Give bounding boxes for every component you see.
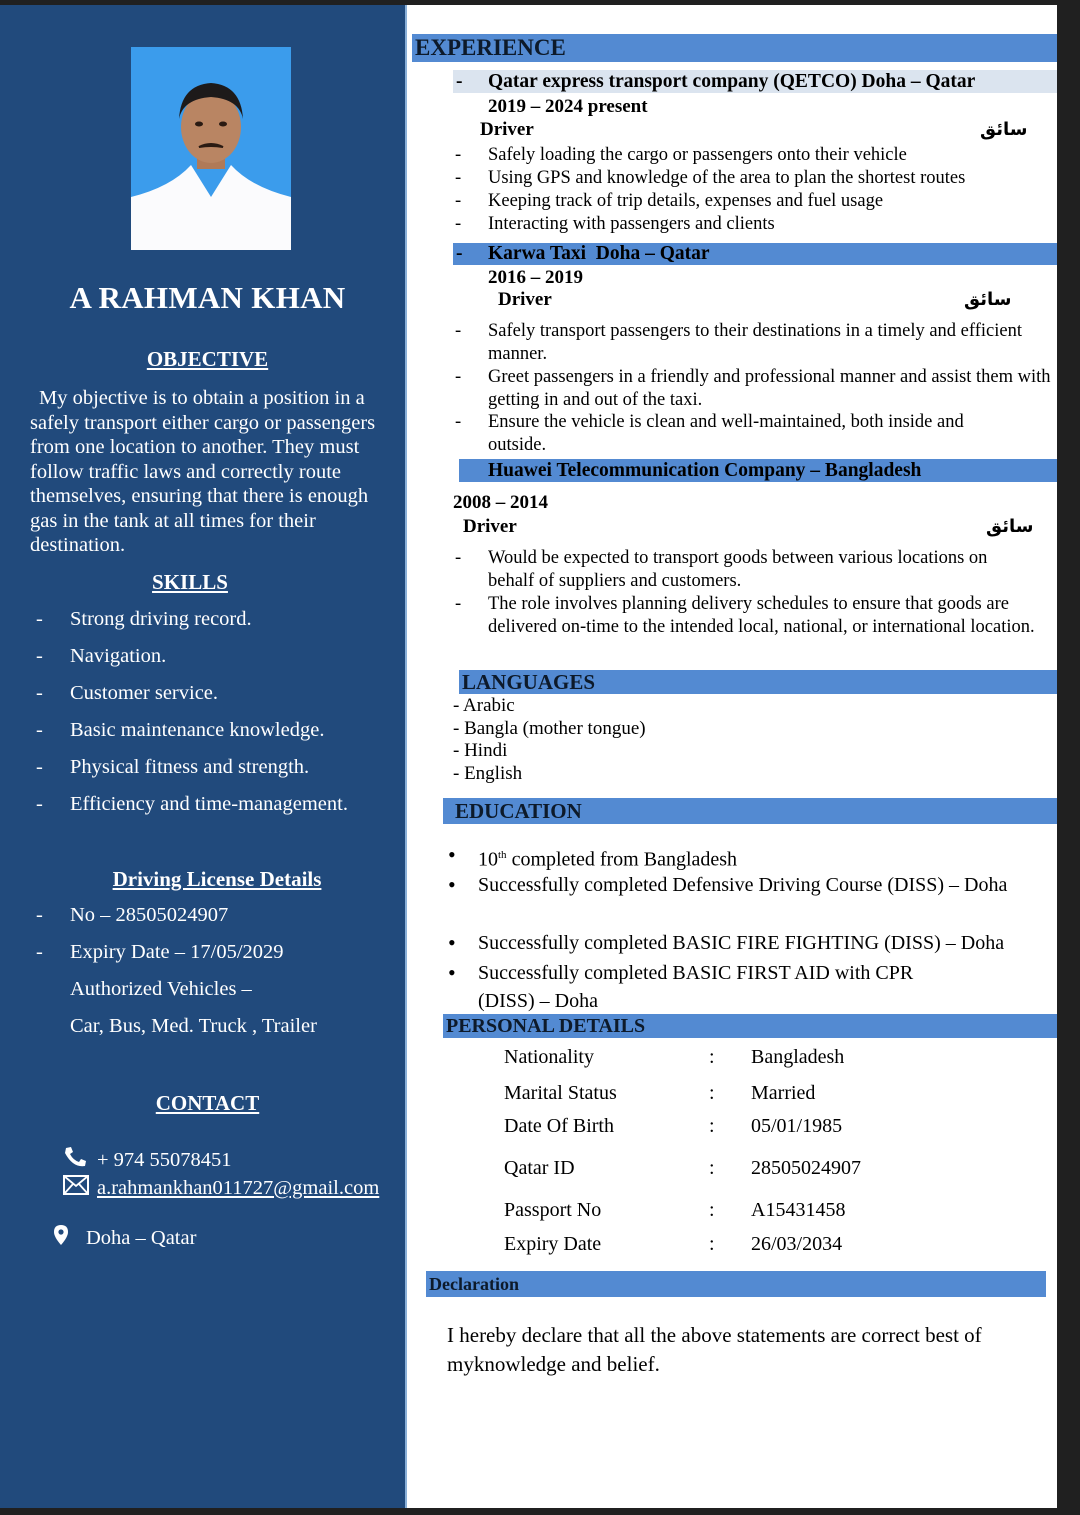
job-duty: - Interacting with passengers and clients (455, 214, 775, 234)
job-period: 2019 – 2024 present (488, 96, 648, 117)
contact-heading: CONTACT (155, 1091, 260, 1115)
contact-email (63, 1175, 379, 1201)
education-heading: EDUCATION (443, 798, 1057, 824)
skill-item: - Customer service. (36, 682, 219, 704)
languages-heading: LANGUAGES (459, 670, 1057, 694)
personal-details-heading: PERSONAL DETAILS (443, 1014, 1057, 1038)
language-item: - Bangla (mother tongue) (453, 718, 646, 739)
personal-row-expiry: Expiry Date : 26/03/2034 (504, 1233, 843, 1255)
personal-row-qatar-id: Qatar ID : 28505024907 (504, 1157, 861, 1179)
candidate-name: A RAHMAN KHAN (69, 280, 346, 315)
job-role: Driver (480, 119, 534, 140)
skill-item: - Physical fitness and strength. (36, 756, 310, 778)
sidebar-divider (405, 5, 407, 1508)
declaration-text: I hereby declare that all the above statements are correct best of myknowledge and belief. (447, 1323, 982, 1376)
main-content (408, 5, 1057, 1508)
job-duty: - Keeping track of trip details, expenses and fuel usage (455, 191, 884, 211)
mail-icon (63, 1175, 89, 1201)
job-duty: - Would be expected to transport goods between various locations on behalf of suppliers and customers. (455, 548, 988, 591)
personal-row-dob: Date Of Birth : 05/01/1985 (504, 1115, 843, 1137)
education-item: • 10th completed from Bangladesh (448, 842, 738, 871)
license-heading: Driving License Details (112, 867, 322, 891)
personal-row-marital-status: Marital Status : Married (504, 1082, 816, 1104)
job-role: Driver (498, 289, 552, 310)
job-duty: - Greet passengers in a friendly and professional manner and assist them with getting in and out of the taxi. (455, 367, 1051, 410)
education-item: • Successfully completed BASIC FIRE FIGHTING (DISS) – Doha (448, 930, 1005, 955)
job-duty: - Safely transport passengers to their destinations in a timely and efficient manner. (455, 321, 1022, 364)
skills-list (36, 608, 348, 830)
skill-item: - Basic maintenance knowledge. (36, 719, 325, 741)
job-duty: - The role involves planning delivery schedules to ensure that goods are delivered on-time to the intended local, national, or international location. (455, 594, 1035, 637)
personal-row-nationality: Nationality : Bangladesh (504, 1046, 845, 1068)
portrait-illustration (131, 47, 291, 250)
skill-item: - Strong driving record. (36, 608, 252, 630)
job-role-arabic: سائق (964, 289, 1012, 310)
location-pin-icon (54, 1225, 68, 1251)
job-duty: - Safely loading the cargo or passengers onto their vehicle (455, 145, 907, 165)
language-item: - Hindi (453, 740, 508, 761)
objective-text: My objective is to obtain a position in a safely transport either cargo or passengers from one location to another. They must follow traffic laws and correctly route themselves, ensuring that there is enough gas in the tank at all times for their destination. (30, 387, 376, 556)
experience-heading: EXPERIENCE (412, 34, 1057, 62)
license-number: - No – 28505024907 (36, 904, 229, 926)
skill-item: - Navigation. (36, 645, 167, 667)
skill-item: - Efficiency and time-management. (36, 793, 348, 815)
resume-page (0, 5, 1057, 1508)
job-role: Driver (463, 516, 517, 537)
job-company: Huawei Telecommunication Company – Bangladesh (459, 459, 1057, 482)
objective-heading: OBJECTIVE (146, 347, 269, 371)
contact-location: Doha – Qatar (54, 1225, 196, 1251)
license-vehicles-label: Authorized Vehicles – (70, 978, 252, 1000)
declaration-heading: Declaration (426, 1271, 1046, 1297)
education-item: • Successfully completed BASIC FIRST AID with CPR (DISS) – Doha (448, 960, 914, 1012)
license-vehicles: Car, Bus, Med. Truck , Trailer (70, 1015, 317, 1037)
job-period: 2016 – 2019 (488, 267, 583, 288)
license-expiry: - Expiry Date – 17/05/2029 (36, 941, 284, 963)
job-period: 2008 – 2014 (453, 492, 548, 513)
personal-row-passport: Passport No : A15431458 (504, 1199, 846, 1221)
education-item: • Successfully completed Defensive Driving Course (DISS) – Doha (448, 872, 1008, 897)
job-duty: - Using GPS and knowledge of the area to plan the shortest routes (455, 168, 966, 188)
profile-photo (131, 47, 291, 250)
email-link[interactable]: a.rahmankhan011727@gmail.com (97, 1176, 380, 1199)
sidebar (0, 5, 407, 1508)
license-list (36, 904, 317, 1052)
skills-heading: SKILLS (152, 570, 228, 594)
contact-phone: + 974 55078451 (63, 1146, 232, 1174)
job-role-arabic: سائق (980, 119, 1028, 140)
job-company: - Karwa Taxi Doha – Qatar (453, 243, 1057, 265)
job-company: - Qatar express transport company (QETCO) Doha – Qatar (453, 70, 1057, 93)
job-duty: - Ensure the vehicle is clean and well-maintained, both inside and outside. (455, 412, 964, 455)
language-item: - Arabic (453, 695, 515, 716)
job-role-arabic: سائق (986, 516, 1034, 537)
language-item: - English (453, 763, 523, 784)
phone-icon (63, 1146, 87, 1174)
